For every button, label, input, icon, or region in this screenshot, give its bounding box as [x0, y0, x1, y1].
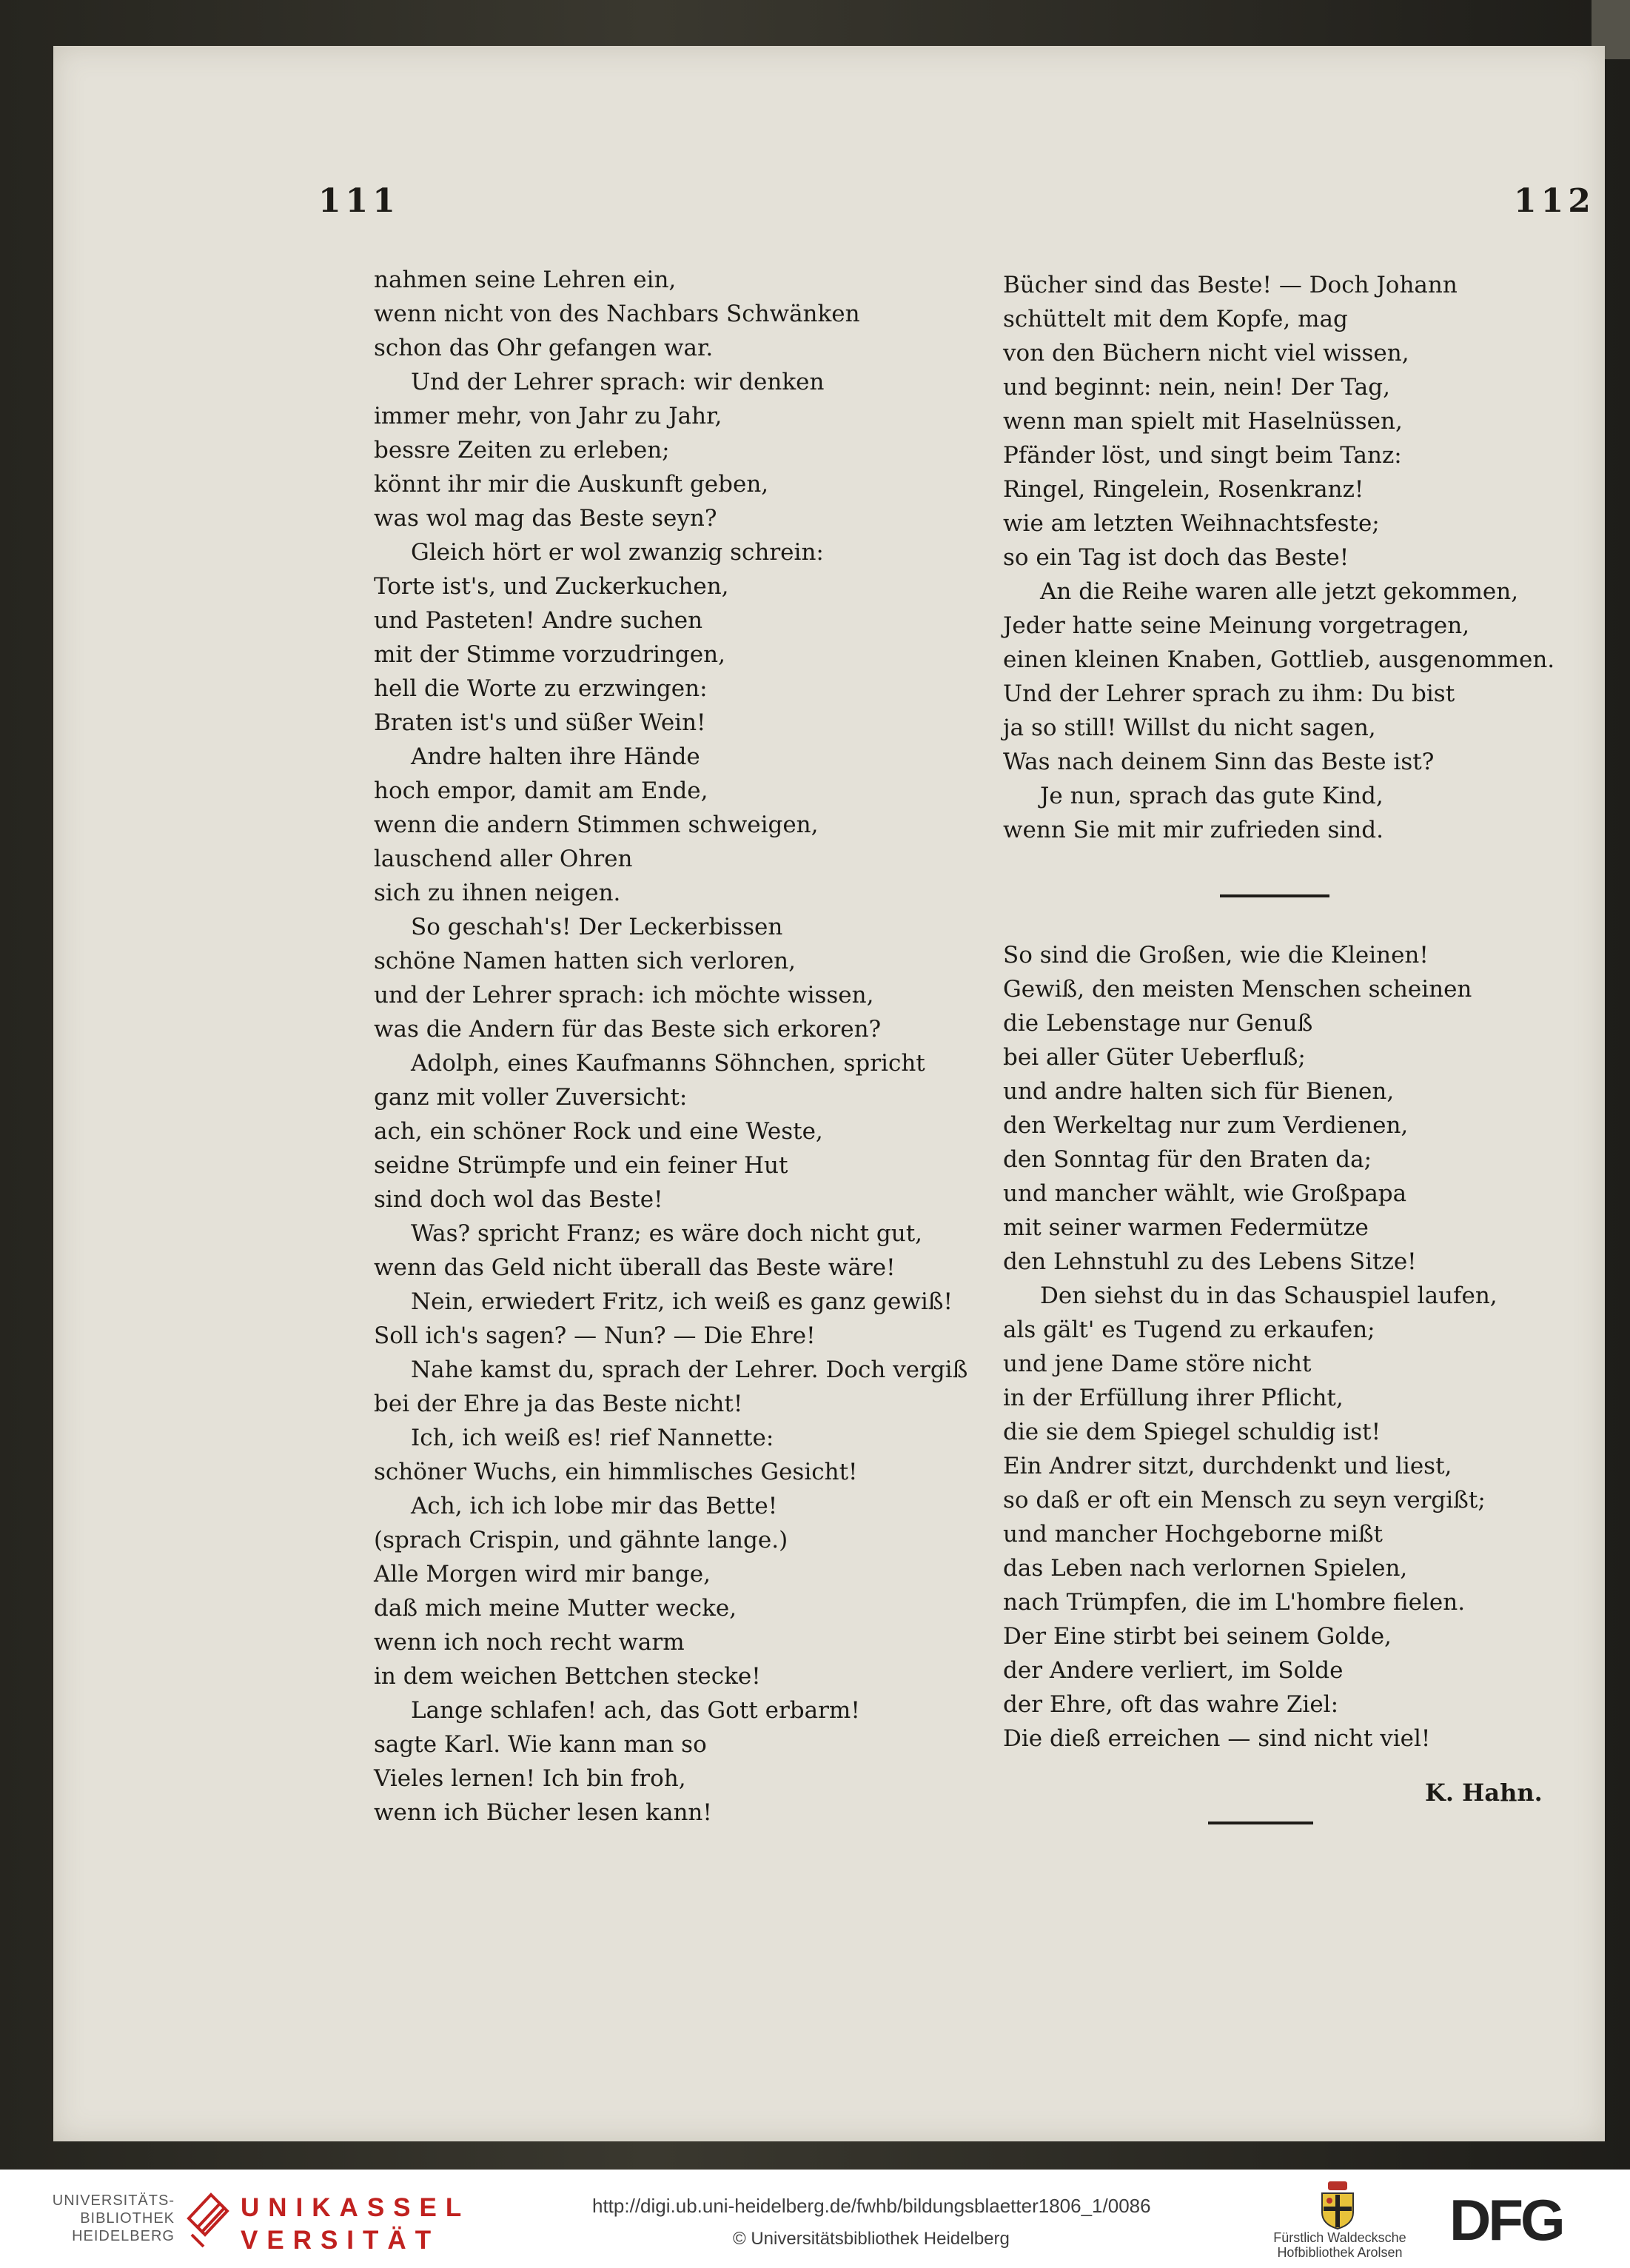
verse-line: bei aller Güter Ueberfluß; [1003, 1044, 1306, 1071]
verse-line: und beginnt: nein, nein! Der Tag, [1003, 374, 1390, 401]
verse-line: Torte ist's, und Zuckerkuchen, [374, 573, 729, 600]
verse-line: schüttelt mit dem Kopfe, mag [1003, 306, 1348, 332]
verse-line: und jene Dame störe nicht [1003, 1351, 1312, 1377]
verse-line: nahmen seine Lehren ein, [374, 267, 677, 293]
verse-line: und andre halten sich für Bienen, [1003, 1078, 1395, 1105]
verse-line: Soll ich's sagen? — Nun? — Die Ehre! [374, 1322, 816, 1349]
verse-line: und Pasteten! Andre suchen [374, 607, 703, 634]
arolsen-crest-icon [1318, 2180, 1358, 2230]
verse-line: Adolph, eines Kaufmanns Söhnchen, spricht [411, 1050, 925, 1077]
verse-line: daß mich meine Mutter wecke, [374, 1595, 737, 1622]
verse-line: was wol mag das Beste seyn? [374, 505, 717, 532]
kassel-university-logo[interactable] [241, 2192, 470, 2257]
verse-line: So sind die Großen, wie die Kleinen! [1003, 942, 1429, 969]
verse-line: in der Erfüllung ihrer Pflicht, [1003, 1385, 1344, 1411]
verse-line: sagte Karl. Wie kann man so [374, 1731, 707, 1758]
verse-line: hell die Worte zu erzwingen: [374, 675, 708, 702]
verse-line: Was? spricht Franz; es wäre doch nicht gut, [411, 1220, 923, 1247]
verse-line: wie am letzten Weihnachtsfeste; [1003, 510, 1380, 537]
verse-line: (sprach Crispin, und gähnte lange.) [374, 1527, 788, 1553]
verse-line: von den Büchern nicht viel wissen, [1003, 340, 1409, 367]
verse-line: wenn nicht von des Nachbars Schwänken [374, 301, 860, 327]
verse-line: lauschend aller Ohren [374, 846, 633, 872]
verse-line: Je nun, sprach das gute Kind, [1040, 783, 1384, 809]
verse-line: bessre Zeiten zu erleben; [374, 437, 670, 464]
verse-line: den Lehnstuhl zu des Lebens Sitze! [1003, 1248, 1417, 1275]
verse-line: Braten ist's und süßer Wein! [374, 709, 706, 736]
verse-line: Alle Morgen wird mir bange, [374, 1561, 711, 1588]
verse-line: als gält' es Tugend zu erkaufen; [1003, 1317, 1375, 1343]
verse-line: so ein Tag ist doch das Beste! [1003, 544, 1349, 571]
copyright-notice: © Universitätsbibliothek Heidelberg [733, 2229, 1010, 2249]
verse-line: Der Eine stirbt bei seinem Golde, [1003, 1623, 1392, 1650]
verse-line: wenn ich noch recht warm [374, 1629, 685, 1656]
dfg-logo[interactable]: DFG [1449, 2187, 1563, 2252]
permalink[interactable]: http://digi.ub.uni-heidelberg.de/fwhb/bildungsblaetter1806_1/0086 [592, 2195, 1151, 2217]
verse-line: Bücher sind das Beste! — Doch Johann [1003, 272, 1458, 298]
arolsen-line: Hofbibliothek Arolsen [1277, 2245, 1403, 2260]
verse-line: Gleich hört er wol zwanzig schrein: [411, 539, 824, 566]
verse-line: seidne Strümpfe und ein feiner Hut [374, 1152, 788, 1179]
verse-line: in dem weichen Bettchen stecke! [374, 1663, 761, 1690]
verse-line: mit seiner warmen Federmütze [1003, 1214, 1369, 1241]
verse-line: sind doch wol das Beste! [374, 1186, 663, 1213]
verse-line: Die dieß erreichen — sind nicht viel! [1003, 1725, 1431, 1752]
verse-line: ganz mit voller Zuversicht: [374, 1084, 688, 1111]
page-number-left: 111 [318, 182, 400, 220]
verse-line: die sie dem Spiegel schuldig ist! [1003, 1419, 1381, 1445]
right-column-text-top [1003, 268, 1566, 847]
verse-line: wenn ich Bücher lesen kann! [374, 1799, 712, 1826]
verse-line: immer mehr, von Jahr zu Jahr, [374, 403, 722, 429]
verse-line: so daß er oft ein Mensch zu seyn vergißt; [1003, 1487, 1486, 1513]
verse-line: Ein Andrer sitzt, durchdenkt und liest, [1003, 1453, 1452, 1479]
verse-line: schon das Ohr gefangen war. [374, 335, 714, 361]
verse-line: Lange schlafen! ach, das Gott erbarm! [411, 1697, 860, 1724]
kassel-line-1: UNIKASSEL [241, 2193, 471, 2222]
verse-line: mit der Stimme vorzudringen, [374, 641, 725, 668]
verse-line: Andre halten ihre Hände [411, 743, 700, 770]
verse-line: Gewiß, den meisten Menschen scheinen [1003, 976, 1472, 1003]
right-column-text-bottom [1003, 938, 1566, 1756]
verse-line: und der Lehrer sprach: ich möchte wissen, [374, 982, 874, 1008]
library-line: HEIDELBERG [72, 2228, 175, 2244]
verse-line: wenn die andern Stimmen schweigen, [374, 812, 819, 838]
verse-line: Ach, ich ich lobe mir das Bette! [411, 1493, 778, 1519]
verse-line: Was nach deinem Sinn das Beste ist? [1003, 749, 1435, 775]
verse-line: der Ehre, oft das wahre Ziel: [1003, 1691, 1339, 1718]
verse-line: Und der Lehrer sprach zu ihm: Du bist [1003, 680, 1455, 707]
verse-line: bei der Ehre ja das Beste nicht! [374, 1391, 743, 1417]
verse-line: das Leben nach verlornen Spielen, [1003, 1555, 1408, 1582]
verse-line: Pfänder löst, und singt beim Tanz: [1003, 442, 1402, 469]
kassel-line-2: VERSITÄT [241, 2226, 440, 2255]
verse-line: der Andere verliert, im Solde [1003, 1657, 1344, 1684]
library-line: UNIVERSITÄTS- [52, 2192, 175, 2209]
verse-line: Den siehst du in das Schauspiel laufen, [1040, 1282, 1497, 1309]
verse-line: ja so still! Willst du nicht sagen, [1003, 715, 1376, 741]
verse-line: was die Andern für das Beste sich erkoren? [374, 1016, 882, 1043]
verse-line: ach, ein schöner Rock und eine Weste, [374, 1118, 823, 1145]
verse-line: könnt ihr mir die Auskunft geben, [374, 471, 769, 498]
heidelberg-library-logo[interactable] [19, 2192, 175, 2245]
verse-line: schöne Namen hatten sich verloren, [374, 948, 796, 974]
verse-line: sich zu ihnen neigen. [374, 880, 621, 906]
author-signature: K. Hahn. [1425, 1779, 1543, 1807]
verse-line: Nein, erwiedert Fritz, ich weiß es ganz gewiß! [411, 1288, 953, 1315]
section-divider [1220, 894, 1329, 897]
verse-line: Ringel, Ringelein, Rosenkranz! [1003, 476, 1364, 503]
verse-line: nach Trümpfen, die im L'hombre fielen. [1003, 1589, 1466, 1616]
verse-line: Nahe kamst du, sprach der Lehrer. Doch vergiß [411, 1357, 968, 1383]
arolsen-library-logo[interactable] [1251, 2230, 1429, 2260]
verse-line: Jeder hatte seine Meinung vorgetragen, [1003, 612, 1470, 639]
verse-line: Vieles lernen! Ich bin froh, [374, 1765, 686, 1792]
kassel-logo-icon [181, 2189, 232, 2249]
verse-line: wenn man spielt mit Haselnüssen, [1003, 408, 1403, 435]
verse-line: und mancher Hochgeborne mißt [1003, 1521, 1383, 1548]
verse-line: einen kleinen Knaben, Gottlieb, ausgenommen. [1003, 646, 1555, 673]
page-number-right: 112 [1514, 182, 1595, 220]
verse-line: wenn das Geld nicht überall das Beste wäre! [374, 1254, 896, 1281]
footer-bar [0, 2170, 1630, 2268]
verse-line: die Lebenstage nur Genuß [1003, 1010, 1313, 1037]
verse-line: schöner Wuchs, ein himmlisches Gesicht! [374, 1459, 858, 1485]
left-column-text [374, 263, 988, 1830]
arolsen-line: Fürstlich Waldecksche [1273, 2230, 1406, 2245]
verse-line: den Werkeltag nur zum Verdienen, [1003, 1112, 1409, 1139]
verse-line: Und der Lehrer sprach: wir denken [411, 369, 825, 395]
verse-line: wenn Sie mit mir zufrieden sind. [1003, 817, 1384, 843]
verse-line: An die Reihe waren alle jetzt gekommen, [1040, 578, 1519, 605]
verse-line: den Sonntag für den Braten da; [1003, 1146, 1372, 1173]
library-line: BIBLIOTHEK [80, 2210, 175, 2227]
verse-line: Ich, ich weiß es! rief Nannette: [411, 1425, 774, 1451]
verse-line: So geschah's! Der Leckerbissen [411, 914, 783, 940]
verse-line: und mancher wählt, wie Großpapa [1003, 1180, 1407, 1207]
end-divider [1208, 1822, 1313, 1824]
verse-line: hoch empor, damit am Ende, [374, 777, 708, 804]
